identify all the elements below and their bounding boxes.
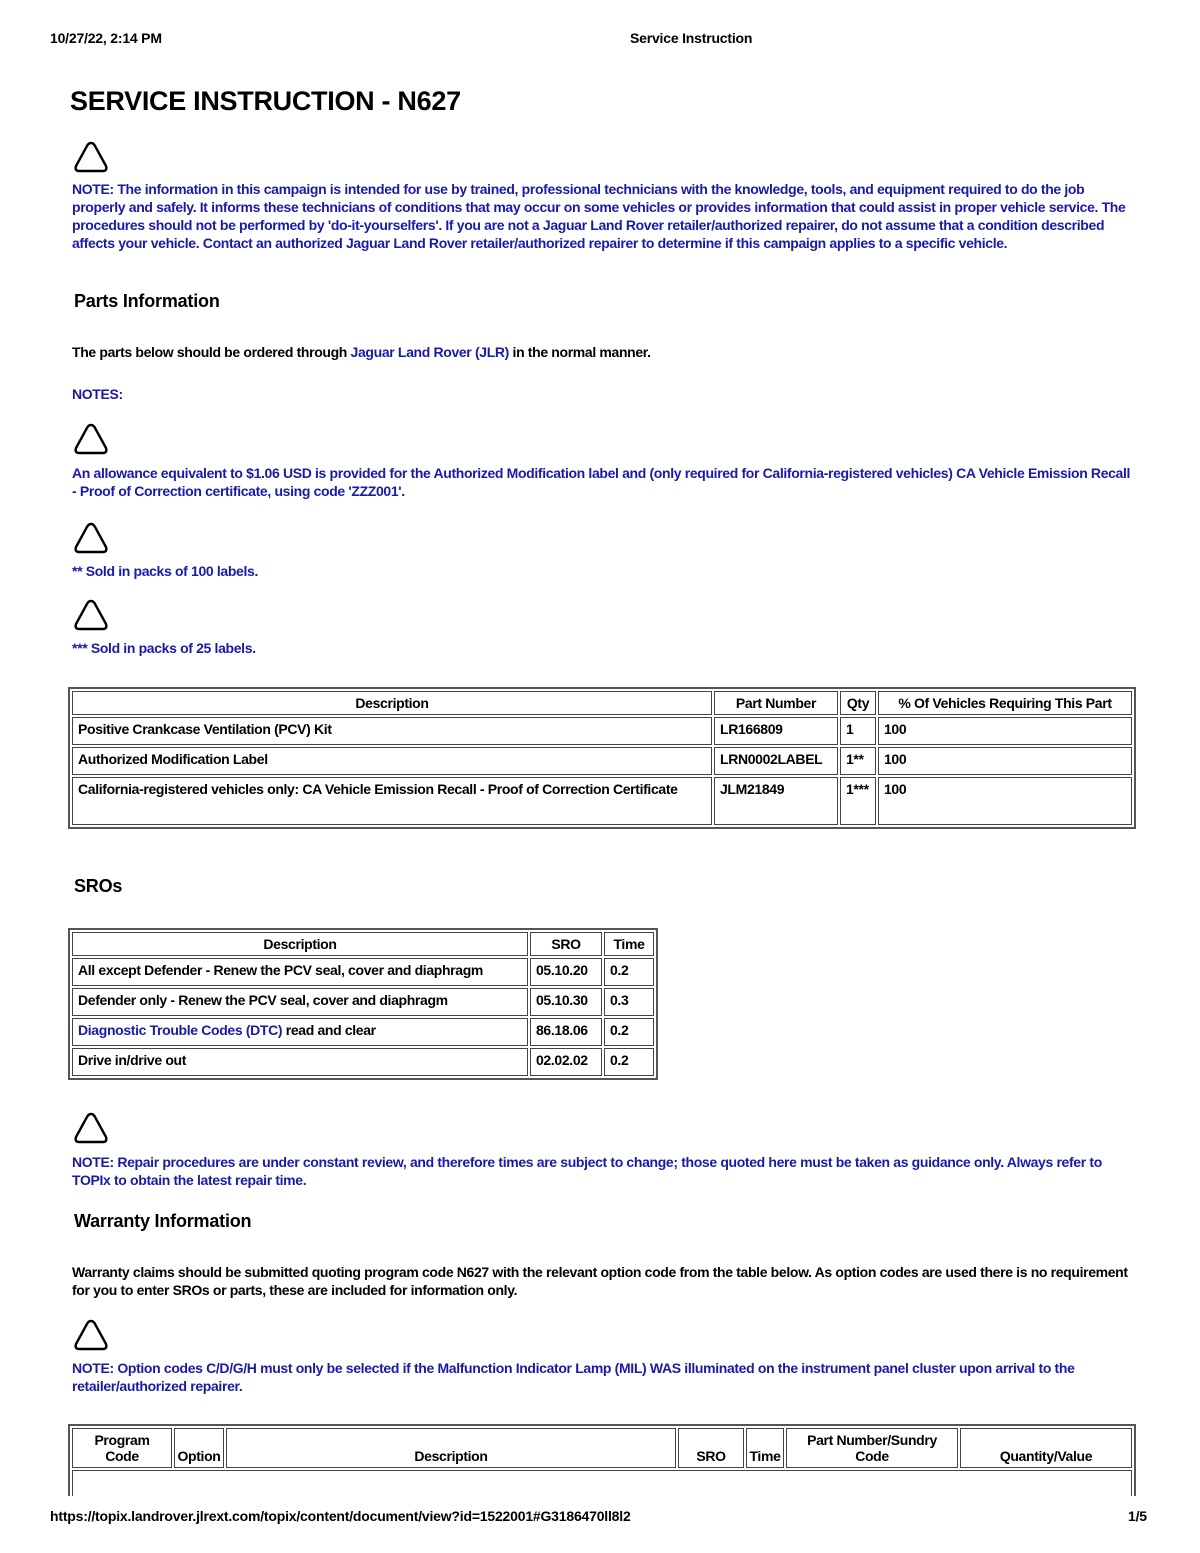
page-title: SERVICE INSTRUCTION - N627	[70, 86, 461, 116]
notes-label: NOTES:	[72, 386, 123, 402]
table-row	[72, 1018, 654, 1046]
warranty-note: NOTE: Option codes C/D/G/H must only be selected if the Malfunction Indicator Lamp (MIL) WAS illuminated on the instrument panel cluster upon arrival to the retailer/authorized repairer.	[72, 1360, 1075, 1394]
warranty-table-clip	[68, 1424, 1136, 1496]
jlr-link[interactable]: Jaguar Land Rover (JLR)	[350, 344, 509, 360]
table-row	[72, 1470, 1132, 1496]
table-cell: 1**	[840, 747, 876, 775]
print-doc-title: Service Instruction	[630, 30, 753, 46]
warning-triangle-icon	[73, 140, 109, 174]
table-cell: LR166809	[714, 717, 838, 745]
warning-triangle-icon	[73, 1111, 109, 1145]
sro-table	[68, 928, 658, 1080]
page-number: 1/5	[1128, 1508, 1147, 1524]
table-header: Description	[72, 932, 528, 956]
table-cell: 1***	[840, 777, 876, 825]
table-cell: Defender only - Renew the PCV seal, cover and diaphragm	[72, 988, 528, 1016]
table-row	[72, 717, 1132, 745]
warranty-table	[68, 1424, 1136, 1496]
parts-note-packs-25: *** Sold in packs of 25 labels.	[72, 640, 256, 656]
table-row	[72, 1048, 654, 1076]
table-cell: 05.10.30	[530, 988, 602, 1016]
table-row	[72, 988, 654, 1016]
parts-table	[68, 687, 1136, 829]
parts-note-packs-100: ** Sold in packs of 100 labels.	[72, 563, 259, 579]
table-cell: 02.02.02	[530, 1048, 602, 1076]
table-cell: 05.10.20	[530, 958, 602, 986]
print-datetime: 10/27/22, 2:14 PM	[50, 30, 162, 46]
table-header: Time	[746, 1428, 784, 1468]
table-cell	[72, 1470, 1132, 1496]
table-header-row	[72, 932, 654, 956]
table-header: Qty	[840, 691, 876, 715]
table-header: Option	[174, 1428, 224, 1468]
sro-note: NOTE: Repair procedures are under constant review, and therefore times are subject to change; those quoted here must be taken as guidance only. Always refer to TOPIx to obtain the latest repair time.	[72, 1154, 1102, 1188]
table-cell: Diagnostic Trouble Codes (DTC) read and clear	[72, 1018, 528, 1046]
table-header: Part Number	[714, 691, 838, 715]
table-cell: 0.2	[604, 1048, 654, 1076]
table-header: % Of Vehicles Requiring This Part	[878, 691, 1132, 715]
dtc-link[interactable]: Diagnostic Trouble Codes (DTC)	[78, 1022, 283, 1038]
table-header-row	[72, 691, 1132, 715]
table-row	[72, 958, 654, 986]
table-cell: JLM21849	[714, 777, 838, 825]
table-cell: 0.2	[604, 958, 654, 986]
table-cell: Drive in/drive out	[72, 1048, 528, 1076]
table-cell: 100	[878, 747, 1132, 775]
table-cell: 100	[878, 777, 1132, 825]
table-cell: 86.18.06	[530, 1018, 602, 1046]
table-cell: All except Defender - Renew the PCV seal, cover and diaphragm	[72, 958, 528, 986]
sros-heading: SROs	[74, 876, 123, 896]
table-header: Part Number/Sundry Code	[786, 1428, 958, 1468]
table-cell: Positive Crankcase Ventilation (PCV) Kit	[72, 717, 712, 745]
mil-link[interactable]: Malfunction Indicator Lamp (MIL)	[437, 1360, 647, 1376]
warning-triangle-icon	[73, 1318, 109, 1352]
table-header: Description	[226, 1428, 676, 1468]
warning-triangle-icon	[73, 422, 109, 456]
table-header-row	[72, 1428, 1132, 1468]
table-header: Quantity/Value	[960, 1428, 1132, 1468]
table-header: SRO	[678, 1428, 744, 1468]
warning-triangle-icon	[73, 521, 109, 555]
table-header: Time	[604, 932, 654, 956]
table-cell: 0.3	[604, 988, 654, 1016]
table-cell: Authorized Modification Label	[72, 747, 712, 775]
intro-note: NOTE: The information in this campaign is intended for use by trained, professional technicians with the knowledge, tools, and equipment required to do the job properly and safely. It informs these technicians of conditions that may occur on some vehicles or provides information that could assist in proper vehicle service. The procedures should not be performed by 'do-it-yourselfers'. If you are not a Jaguar Land Rover retailer/authorized repairer, do not assume that a condition described affects your vehicle. Contact an authorized Jaguar Land Rover retailer/authorized repairer to determine if this campaign applies to a specific vehicle.	[72, 181, 1126, 251]
parts-intro: The parts below should be ordered through Jaguar Land Rover (JLR) in the normal manner.	[72, 344, 651, 360]
warranty-heading: Warranty Information	[74, 1211, 252, 1231]
parts-heading: Parts Information	[74, 291, 220, 311]
table-row	[72, 747, 1132, 775]
warranty-intro: Warranty claims should be submitted quoting program code N627 with the relevant option code from the table below. As option codes are used there is no requirement for you to enter SROs or parts, these are included for information only.	[72, 1264, 1128, 1298]
table-header: Description	[72, 691, 712, 715]
table-cell: 1	[840, 717, 876, 745]
footer-url: https://topix.landrover.jlrext.com/topix/content/document/view?id=1522001#G3186470ll8l2	[50, 1508, 631, 1524]
warning-triangle-icon	[73, 598, 109, 632]
table-header: Program Code	[72, 1428, 172, 1468]
table-cell: 0.2	[604, 1018, 654, 1046]
table-header: SRO	[530, 932, 602, 956]
table-cell: LRN0002LABEL	[714, 747, 838, 775]
table-cell: California-registered vehicles only: CA Vehicle Emission Recall - Proof of Correction Certificate	[72, 777, 712, 825]
table-cell: 100	[878, 717, 1132, 745]
parts-note-allowance: An allowance equivalent to $1.06 USD is provided for the Authorized Modification label and (only required for California-registered vehicles) CA Vehicle Emission Recall - Proof of Correction certificate, using code 'ZZZ001'.	[72, 465, 1131, 499]
table-row	[72, 777, 1132, 825]
